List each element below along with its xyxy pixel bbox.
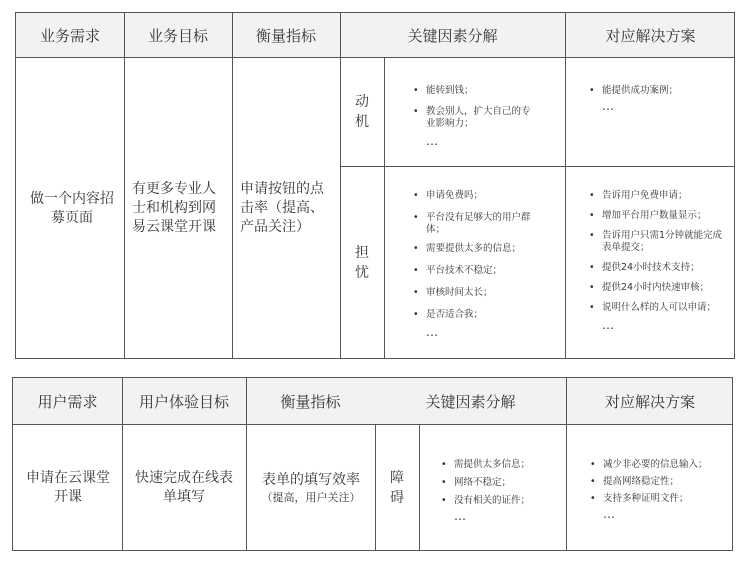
list-item: • 是否适合我；	[413, 309, 563, 321]
obstacle-factors	[441, 459, 565, 521]
header-solutions: 对应解决方案	[605, 26, 696, 45]
list-item: • 提高网络稳定性；	[590, 476, 732, 488]
divider	[419, 424, 420, 550]
divider	[565, 13, 566, 358]
ellipsis-more: …	[602, 318, 615, 332]
ellipsis-more: …	[426, 134, 439, 148]
divider	[122, 378, 123, 550]
motivation-label-cell	[340, 57, 384, 166]
ux-table	[12, 377, 733, 551]
worry-label: 担忧	[355, 245, 369, 281]
list-item: • 能提供成功案例；	[589, 85, 729, 97]
list-item: • 告诉用户只需1分钟就能完成表单提交；	[589, 230, 724, 254]
divider	[566, 378, 567, 550]
obstacle-label-cell	[375, 425, 419, 551]
list-item: • 教会别人，扩大自己的专业影响力；	[413, 106, 538, 130]
header-business-need: 业务需求	[39, 26, 100, 45]
worry-factors	[413, 190, 563, 337]
ellipsis-more: …	[426, 325, 439, 339]
divider	[340, 166, 734, 167]
business-goal-cell	[132, 58, 228, 359]
list-item: • 提供24小时内快速审核；	[589, 282, 735, 294]
obstacle-solution-list	[590, 459, 732, 505]
list-item: • 能转到钱；	[413, 85, 553, 97]
business-need-cell	[28, 58, 116, 359]
metric-text: 申请按钮的点击率（提高、产品关注）	[240, 181, 324, 235]
user-need-cell	[21, 425, 115, 551]
list-item: • 说明什么样的人可以申请；	[589, 302, 735, 314]
header-business-goal: 业务目标	[147, 26, 208, 45]
header-key-factors: 关键因素分解	[407, 26, 498, 45]
header-metric: 衡量指标	[280, 392, 341, 411]
obstacle-factor-list	[441, 459, 565, 507]
list-item: • 平台技术不稳定；	[413, 265, 563, 277]
motivation-solution-list	[589, 85, 729, 97]
list-item: • 增加平台用户数量显示；	[589, 210, 735, 222]
business-goal-text: 有更多专业人士和机构到网易云课堂开课	[132, 181, 216, 235]
user-need-text: 申请在云课堂开课	[26, 470, 110, 505]
list-item: • 平台没有足够大的用户群体；	[413, 212, 538, 236]
header-metric: 衡量指标	[255, 26, 316, 45]
business-table	[15, 12, 735, 359]
worry-solutions	[589, 190, 735, 330]
list-item: • 申请免费吗；	[413, 190, 563, 202]
ellipsis-more: …	[454, 509, 467, 523]
list-item: • 没有相关的证件；	[441, 495, 565, 507]
list-item: • 网络不稳定；	[441, 477, 565, 489]
list-item: • 告诉用户免费申请；	[589, 190, 735, 202]
ux-table-header	[13, 378, 732, 425]
worry-label-cell	[340, 167, 384, 359]
list-item: • 审核时间太长；	[413, 287, 563, 299]
metric-cell	[240, 58, 336, 359]
list-item: • 支持多种证明文件；	[590, 493, 732, 505]
business-need-text: 做一个内容招募页面	[30, 190, 114, 226]
header-ux-goal: 用户体验目标	[138, 392, 229, 411]
ellipsis-more: …	[602, 99, 615, 113]
ux-goal-cell	[131, 425, 237, 551]
ux-metric-subtext: （提高，用户关注）	[261, 490, 361, 504]
header-solutions: 对应解决方案	[604, 392, 695, 411]
motivation-factor-list	[413, 85, 553, 130]
list-item: • 提供24小时技术支持；	[589, 262, 735, 274]
motivation-solutions	[589, 85, 729, 111]
ux-metric-cell	[247, 425, 375, 551]
motivation-factors	[413, 85, 553, 146]
ellipsis-more: …	[603, 507, 616, 521]
obstacle-solutions	[590, 459, 732, 519]
obstacle-label: 障碍	[390, 470, 404, 506]
header-key-factors: 关键因素分解	[425, 392, 516, 411]
list-item: • 需要提供太多的信息；	[413, 243, 563, 255]
worry-solution-list	[589, 190, 735, 314]
list-item: • 需提供太多信息；	[441, 459, 565, 471]
divider	[124, 13, 125, 358]
list-item: • 减少非必要的信息输入；	[590, 459, 732, 471]
divider	[232, 13, 233, 358]
divider	[384, 57, 385, 358]
ux-metric-text: 表单的填写效率	[262, 471, 360, 488]
ux-goal-text: 快速完成在线表单填写	[135, 470, 233, 505]
worry-factor-list	[413, 190, 563, 321]
motivation-label: 动机	[355, 93, 369, 130]
header-user-need: 用户需求	[37, 392, 98, 411]
